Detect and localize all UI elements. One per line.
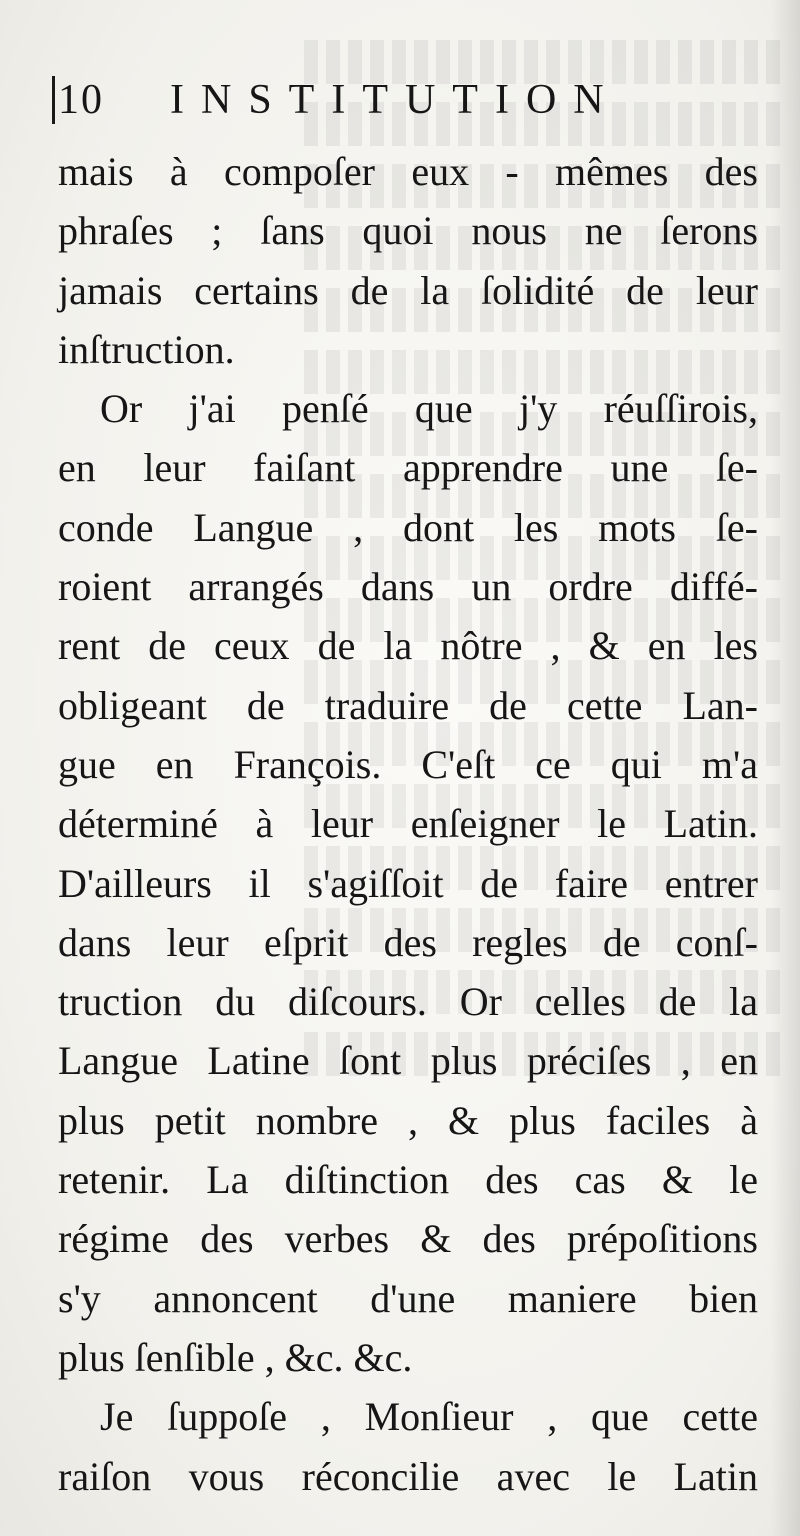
text-line: roient arrangés dans un ordre diffé- (58, 564, 758, 610)
text-line: gue en François. C'eſt ce qui m'a (58, 741, 758, 787)
running-head: INSTITUTION (170, 77, 621, 123)
text-line: retenir. La diſtinction des cas & le (58, 1157, 758, 1203)
body-text (58, 142, 758, 1506)
text-line: dans leur eſprit des regles de conſ- (58, 919, 758, 965)
page-header (58, 72, 668, 132)
text-line: Je ſuppoſe , Monſieur , que cette (100, 1394, 758, 1440)
text-line: s'y annoncent d'une maniere bien (58, 1275, 758, 1321)
margin-bracket (52, 76, 55, 124)
text-line: déterminé à leur enſeigner le Latin. (58, 801, 758, 847)
text-line: truction du diſcours. Or celles de la (58, 979, 758, 1025)
text-line: plus petit nombre , & plus faciles à (58, 1097, 758, 1143)
text-line: raiſon vous réconcilie avec le Latin (58, 1453, 758, 1499)
page-edge-shadow (770, 0, 800, 1536)
text-line: obligeant de traduire de cette Lan- (58, 682, 758, 728)
text-line: mais à compoſer eux - mêmes des (58, 149, 758, 194)
text-line: conde Langue , dont les mots ſe- (58, 504, 758, 550)
text-line: phraſes ; ſans quoi nous ne ſerons (58, 208, 758, 254)
text-line: Or j'ai penſé que j'y réuſſirois, (100, 386, 758, 432)
text-line: rent de ceux de la nôtre , & en les (58, 623, 758, 669)
text-line: Langue Latine ſont plus préciſes , en (58, 1038, 758, 1084)
text-line: en leur faiſant apprendre une ſe- (58, 445, 758, 491)
text-line: régime des verbes & des prépoſitions (58, 1216, 758, 1262)
text-line: D'ailleurs il s'agiſſoit de faire entrer (58, 860, 758, 906)
text-line: inſtruction. (58, 326, 235, 372)
text-line: plus ſenſible , &c. &c. (58, 1334, 413, 1380)
text-line: jamais certains de la ſolidité de leur (58, 267, 758, 313)
page-number: 10 (58, 77, 104, 123)
